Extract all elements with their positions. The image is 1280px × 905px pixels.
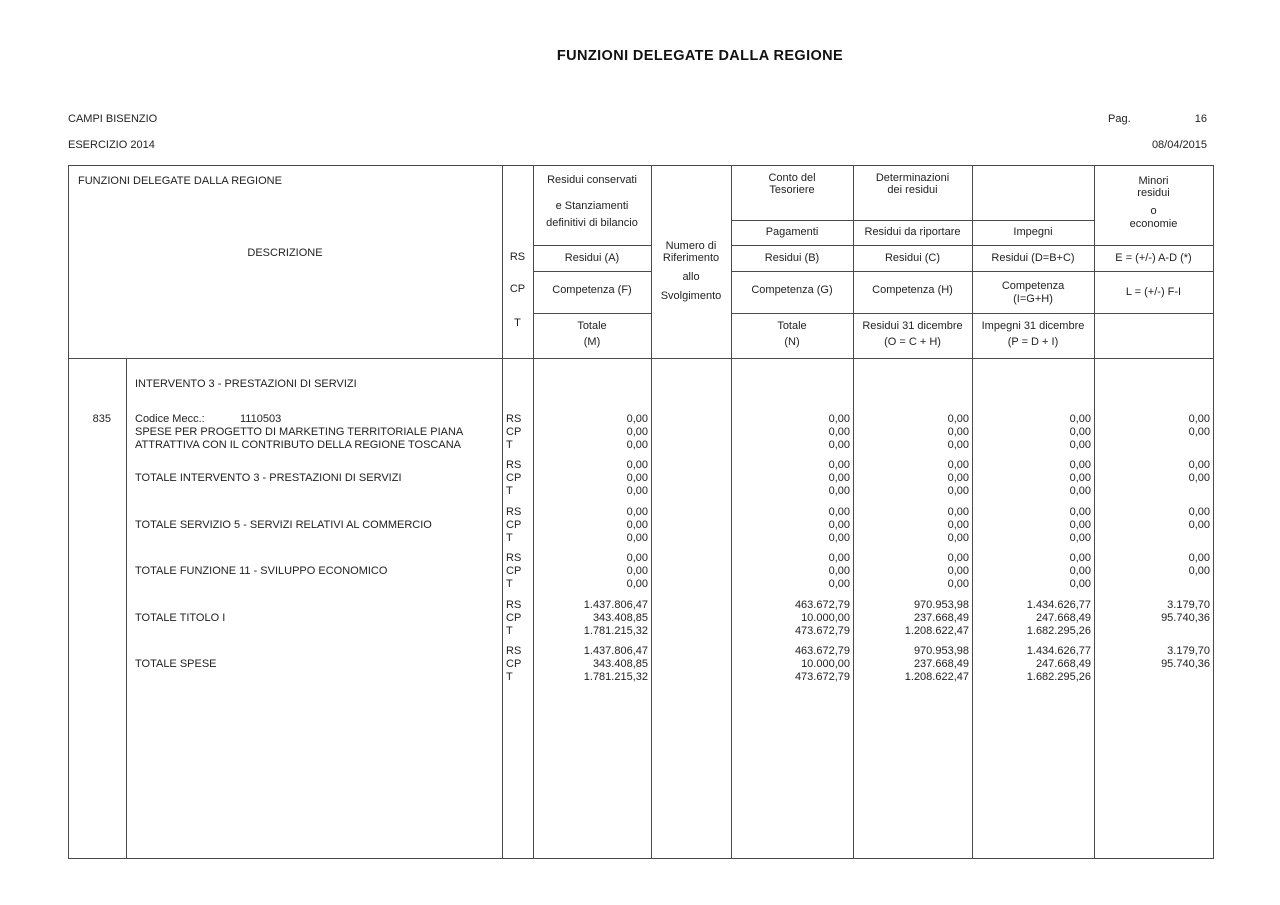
col-c-competenza-header: Competenza (H)	[872, 284, 953, 296]
group-label: TOTALE TITOLO I	[135, 612, 226, 624]
amount-cell: 0,00	[1069, 413, 1091, 425]
section-heading: INTERVENTO 3 - PRESTAZIONI DI SERVIZI	[135, 378, 357, 390]
amount-cell: 10.000,00	[801, 612, 850, 624]
amount-cell: 0,00	[626, 472, 648, 484]
amount-cell: 0,00	[1069, 552, 1091, 564]
page-number-label: Pag.	[1108, 113, 1131, 125]
amount-cell: 237.668,49	[913, 658, 969, 670]
col-a-totale-code: (M)	[583, 336, 601, 348]
amount-cell: 0,00	[626, 552, 648, 564]
amount-cell: 0,00	[947, 426, 969, 438]
grid-line-vertical	[651, 165, 652, 859]
col-b-sub-header: Pagamenti	[765, 226, 819, 238]
row-type-label: T	[506, 485, 513, 497]
amount-cell: 3.179,70	[1167, 599, 1210, 611]
amount-cell: 473.672,79	[794, 671, 850, 683]
row-type-label: T	[506, 671, 513, 683]
report-date: 08/04/2015	[1151, 139, 1207, 151]
amount-cell: 0,00	[626, 519, 648, 531]
col-b-totale-header: Totale	[777, 320, 807, 332]
amount-cell: 0,00	[1069, 485, 1091, 497]
amount-cell: 0,00	[828, 413, 850, 425]
col-e-title-line1: Minori	[1138, 175, 1169, 187]
table-function-title: FUNZIONI DELEGATE DALLA REGIONE	[78, 175, 282, 187]
grid-line-horizontal	[533, 271, 652, 272]
amount-cell: 0,00	[947, 519, 969, 531]
group-label-line: ATTRATTIVA CON IL CONTRIBUTO DELLA REGIONE TOSCANA	[135, 439, 461, 451]
amount-cell: 0,00	[828, 506, 850, 518]
amount-cell: 970.953,98	[913, 599, 969, 611]
amount-cell: 0,00	[1069, 532, 1091, 544]
amount-cell: 0,00	[1069, 426, 1091, 438]
row-type-label: RS	[506, 599, 522, 611]
grid-line-horizontal	[533, 313, 652, 314]
grid-line-horizontal	[68, 165, 1214, 166]
row-type-label: T	[506, 578, 513, 590]
row-type-label: CP	[506, 612, 522, 624]
amount-cell: 343.408,85	[592, 658, 648, 670]
amount-cell: 1.437.806,47	[583, 599, 648, 611]
group-label: TOTALE FUNZIONE 11 - SVILUPPO ECONOMICO	[135, 565, 388, 577]
amount-cell: 463.672,79	[794, 645, 850, 657]
row-type-label: T	[506, 532, 513, 544]
amount-cell: 0,00	[626, 413, 648, 425]
amount-cell: 0,00	[1188, 472, 1210, 484]
amount-cell: 0,00	[947, 485, 969, 497]
amount-cell: 0,00	[626, 426, 648, 438]
amount-cell: 0,00	[947, 472, 969, 484]
page-title: FUNZIONI DELEGATE DALLA REGIONE	[556, 48, 844, 64]
amount-cell: 1.208.622,47	[904, 671, 969, 683]
page-number-value: 16	[1194, 113, 1207, 125]
col-a-residui-header: Residui (A)	[564, 252, 620, 264]
group-codice-value: 1110503	[240, 413, 282, 425]
amount-cell: 0,00	[626, 459, 648, 471]
amount-cell: 0,00	[1069, 519, 1091, 531]
col-d-totale-code: (P = D + I)	[1007, 336, 1059, 348]
amount-cell: 0,00	[828, 426, 850, 438]
col-a-title-line1: Residui conservati	[547, 174, 637, 186]
grid-line-vertical	[731, 165, 732, 859]
col-d-competenza-header-line2: (I=G+H)	[1013, 293, 1053, 305]
amount-cell: 0,00	[947, 532, 969, 544]
amount-cell: 1.781.215,32	[583, 671, 648, 683]
col-c-group-line2: dei residui	[887, 184, 938, 196]
amount-cell: 0,00	[947, 552, 969, 564]
numero-header-line2: Riferimento	[662, 252, 720, 264]
group-label: TOTALE SERVIZIO 5 - SERVIZI RELATIVI AL COMMERCIO	[135, 519, 432, 531]
row-type-label: RS	[506, 413, 522, 425]
amount-cell: 0,00	[626, 439, 648, 451]
group-code: 835	[92, 413, 111, 425]
amount-cell: 0,00	[828, 519, 850, 531]
amount-cell: 0,00	[828, 439, 850, 451]
numero-header-line4: Svolgimento	[660, 290, 722, 302]
amount-cell: 0,00	[947, 413, 969, 425]
amount-cell: 0,00	[626, 485, 648, 497]
col-a-totale-header: Totale	[577, 320, 607, 332]
amount-cell: 0,00	[947, 565, 969, 577]
col-d-residui-header: Residui (D=B+C)	[991, 252, 1075, 264]
amount-cell: 0,00	[947, 578, 969, 590]
amount-cell: 463.672,79	[794, 599, 850, 611]
amount-cell: 10.000,00	[801, 658, 850, 670]
amount-cell: 0,00	[1188, 413, 1210, 425]
group-label-line: Codice Mecc.:	[135, 413, 205, 425]
row-type-header-t: T	[514, 317, 521, 329]
amount-cell: 0,00	[828, 532, 850, 544]
grid-line-vertical	[126, 358, 127, 859]
amount-cell: 247.668,49	[1035, 658, 1091, 670]
amount-cell: 1.682.295,26	[1026, 671, 1091, 683]
amount-cell: 1.437.806,47	[583, 645, 648, 657]
amount-cell: 1.208.622,47	[904, 625, 969, 637]
col-e-title-line2: residui	[1137, 187, 1170, 199]
grid-line-horizontal	[731, 313, 1214, 314]
row-type-header-cp: CP	[509, 283, 526, 295]
row-type-label: T	[506, 439, 513, 451]
amount-cell: 0,00	[828, 485, 850, 497]
amount-cell: 0,00	[828, 578, 850, 590]
amount-cell: 0,00	[1069, 565, 1091, 577]
numero-header-line3: allo	[682, 271, 700, 283]
col-header-descrizione: DESCRIZIONE	[247, 247, 323, 259]
municipality-label: CAMPI BISENZIO	[68, 113, 158, 125]
row-type-label: CP	[506, 519, 522, 531]
amount-cell: 0,00	[1069, 459, 1091, 471]
amount-cell: 95.740,36	[1161, 612, 1210, 624]
row-type-label: CP	[506, 658, 522, 670]
grid-line-horizontal	[68, 858, 1214, 859]
grid-line-horizontal	[731, 245, 1214, 246]
amount-cell: 0,00	[828, 459, 850, 471]
numero-header-line1: Numero di	[665, 240, 717, 252]
amount-cell: 0,00	[1188, 519, 1210, 531]
col-d-totale-header: Impegni 31 dicembre	[981, 320, 1085, 332]
col-e-residui-formula: E = (+/-) A-D (*)	[1115, 252, 1192, 264]
amount-cell: 0,00	[1188, 506, 1210, 518]
amount-cell: 0,00	[947, 439, 969, 451]
col-a-title-line2: e Stanziamenti	[555, 200, 629, 212]
row-type-label: CP	[506, 472, 522, 484]
col-d-competenza-header-line1: Competenza	[1001, 280, 1065, 292]
amount-cell: 0,00	[1069, 506, 1091, 518]
amount-cell: 0,00	[626, 506, 648, 518]
col-b-group-line2: Tesoriere	[769, 184, 815, 196]
amount-cell: 0,00	[828, 552, 850, 564]
grid-line-vertical	[502, 165, 503, 859]
grid-line-vertical	[1094, 165, 1095, 859]
row-type-label: CP	[506, 426, 522, 438]
row-type-header-rs: RS	[509, 251, 526, 263]
grid-line-vertical	[68, 165, 69, 859]
row-type-label: RS	[506, 459, 522, 471]
amount-cell: 0,00	[1188, 565, 1210, 577]
col-c-residui-header: Residui (C)	[884, 252, 940, 264]
grid-line-vertical	[972, 165, 973, 859]
amount-cell: 0,00	[1188, 459, 1210, 471]
amount-cell: 970.953,98	[913, 645, 969, 657]
row-type-label: CP	[506, 565, 522, 577]
grid-line-vertical	[1213, 165, 1214, 859]
grid-line-horizontal	[731, 220, 1095, 221]
amount-cell: 3.179,70	[1167, 645, 1210, 657]
col-d-sub-header: Impegni	[1013, 226, 1053, 238]
row-type-label: RS	[506, 552, 522, 564]
amount-cell: 247.668,49	[1035, 612, 1091, 624]
group-label: TOTALE SPESE	[135, 658, 217, 670]
col-c-sub-header: Residui da riportare	[864, 226, 961, 238]
amount-cell: 0,00	[1188, 552, 1210, 564]
group-label-line: SPESE PER PROGETTO DI MARKETING TERRITORIALE PIANA	[135, 426, 464, 438]
amount-cell: 473.672,79	[794, 625, 850, 637]
col-c-group-line1: Determinazioni	[875, 172, 950, 184]
col-b-competenza-header: Competenza (G)	[751, 284, 833, 296]
amount-cell: 0,00	[626, 578, 648, 590]
row-type-label: RS	[506, 645, 522, 657]
exercise-label: ESERCIZIO 2014	[68, 139, 155, 151]
col-c-totale-code: (O = C + H)	[884, 336, 941, 348]
row-type-label: T	[506, 625, 513, 637]
grid-line-horizontal	[731, 271, 1214, 272]
amount-cell: 343.408,85	[592, 612, 648, 624]
amount-cell: 95.740,36	[1161, 658, 1210, 670]
amount-cell: 237.668,49	[913, 612, 969, 624]
row-type-label: RS	[506, 506, 522, 518]
col-a-competenza-header: Competenza (F)	[552, 284, 632, 296]
amount-cell: 0,00	[1188, 426, 1210, 438]
amount-cell: 1.434.626,77	[1026, 599, 1091, 611]
col-e-title-line3: o	[1150, 205, 1157, 217]
amount-cell: 1.682.295,26	[1026, 625, 1091, 637]
grid-line-vertical	[853, 165, 854, 859]
col-e-competenza-formula: L = (+/-) F-I	[1125, 286, 1182, 298]
col-b-residui-header: Residui (B)	[764, 252, 820, 264]
amount-cell: 0,00	[626, 532, 648, 544]
amount-cell: 1.434.626,77	[1026, 645, 1091, 657]
grid-line-horizontal	[68, 358, 1214, 359]
col-e-title-line4: economie	[1129, 218, 1178, 230]
col-c-totale-header: Residui 31 dicembre	[862, 320, 963, 332]
grid-line-vertical	[533, 165, 534, 859]
col-b-totale-code: (N)	[784, 336, 800, 348]
grid-line-horizontal	[533, 245, 652, 246]
amount-cell: 0,00	[947, 459, 969, 471]
amount-cell: 0,00	[828, 565, 850, 577]
amount-cell: 0,00	[947, 506, 969, 518]
col-a-title-line3: definitivi di bilancio	[546, 217, 638, 229]
amount-cell: 0,00	[1069, 578, 1091, 590]
group-label: TOTALE INTERVENTO 3 - PRESTAZIONI DI SERVIZI	[135, 472, 402, 484]
amount-cell: 0,00	[1069, 472, 1091, 484]
amount-cell: 1.781.215,32	[583, 625, 648, 637]
col-b-group-line1: Conto del	[768, 172, 816, 184]
amount-cell: 0,00	[828, 472, 850, 484]
amount-cell: 0,00	[1069, 439, 1091, 451]
amount-cell: 0,00	[626, 565, 648, 577]
